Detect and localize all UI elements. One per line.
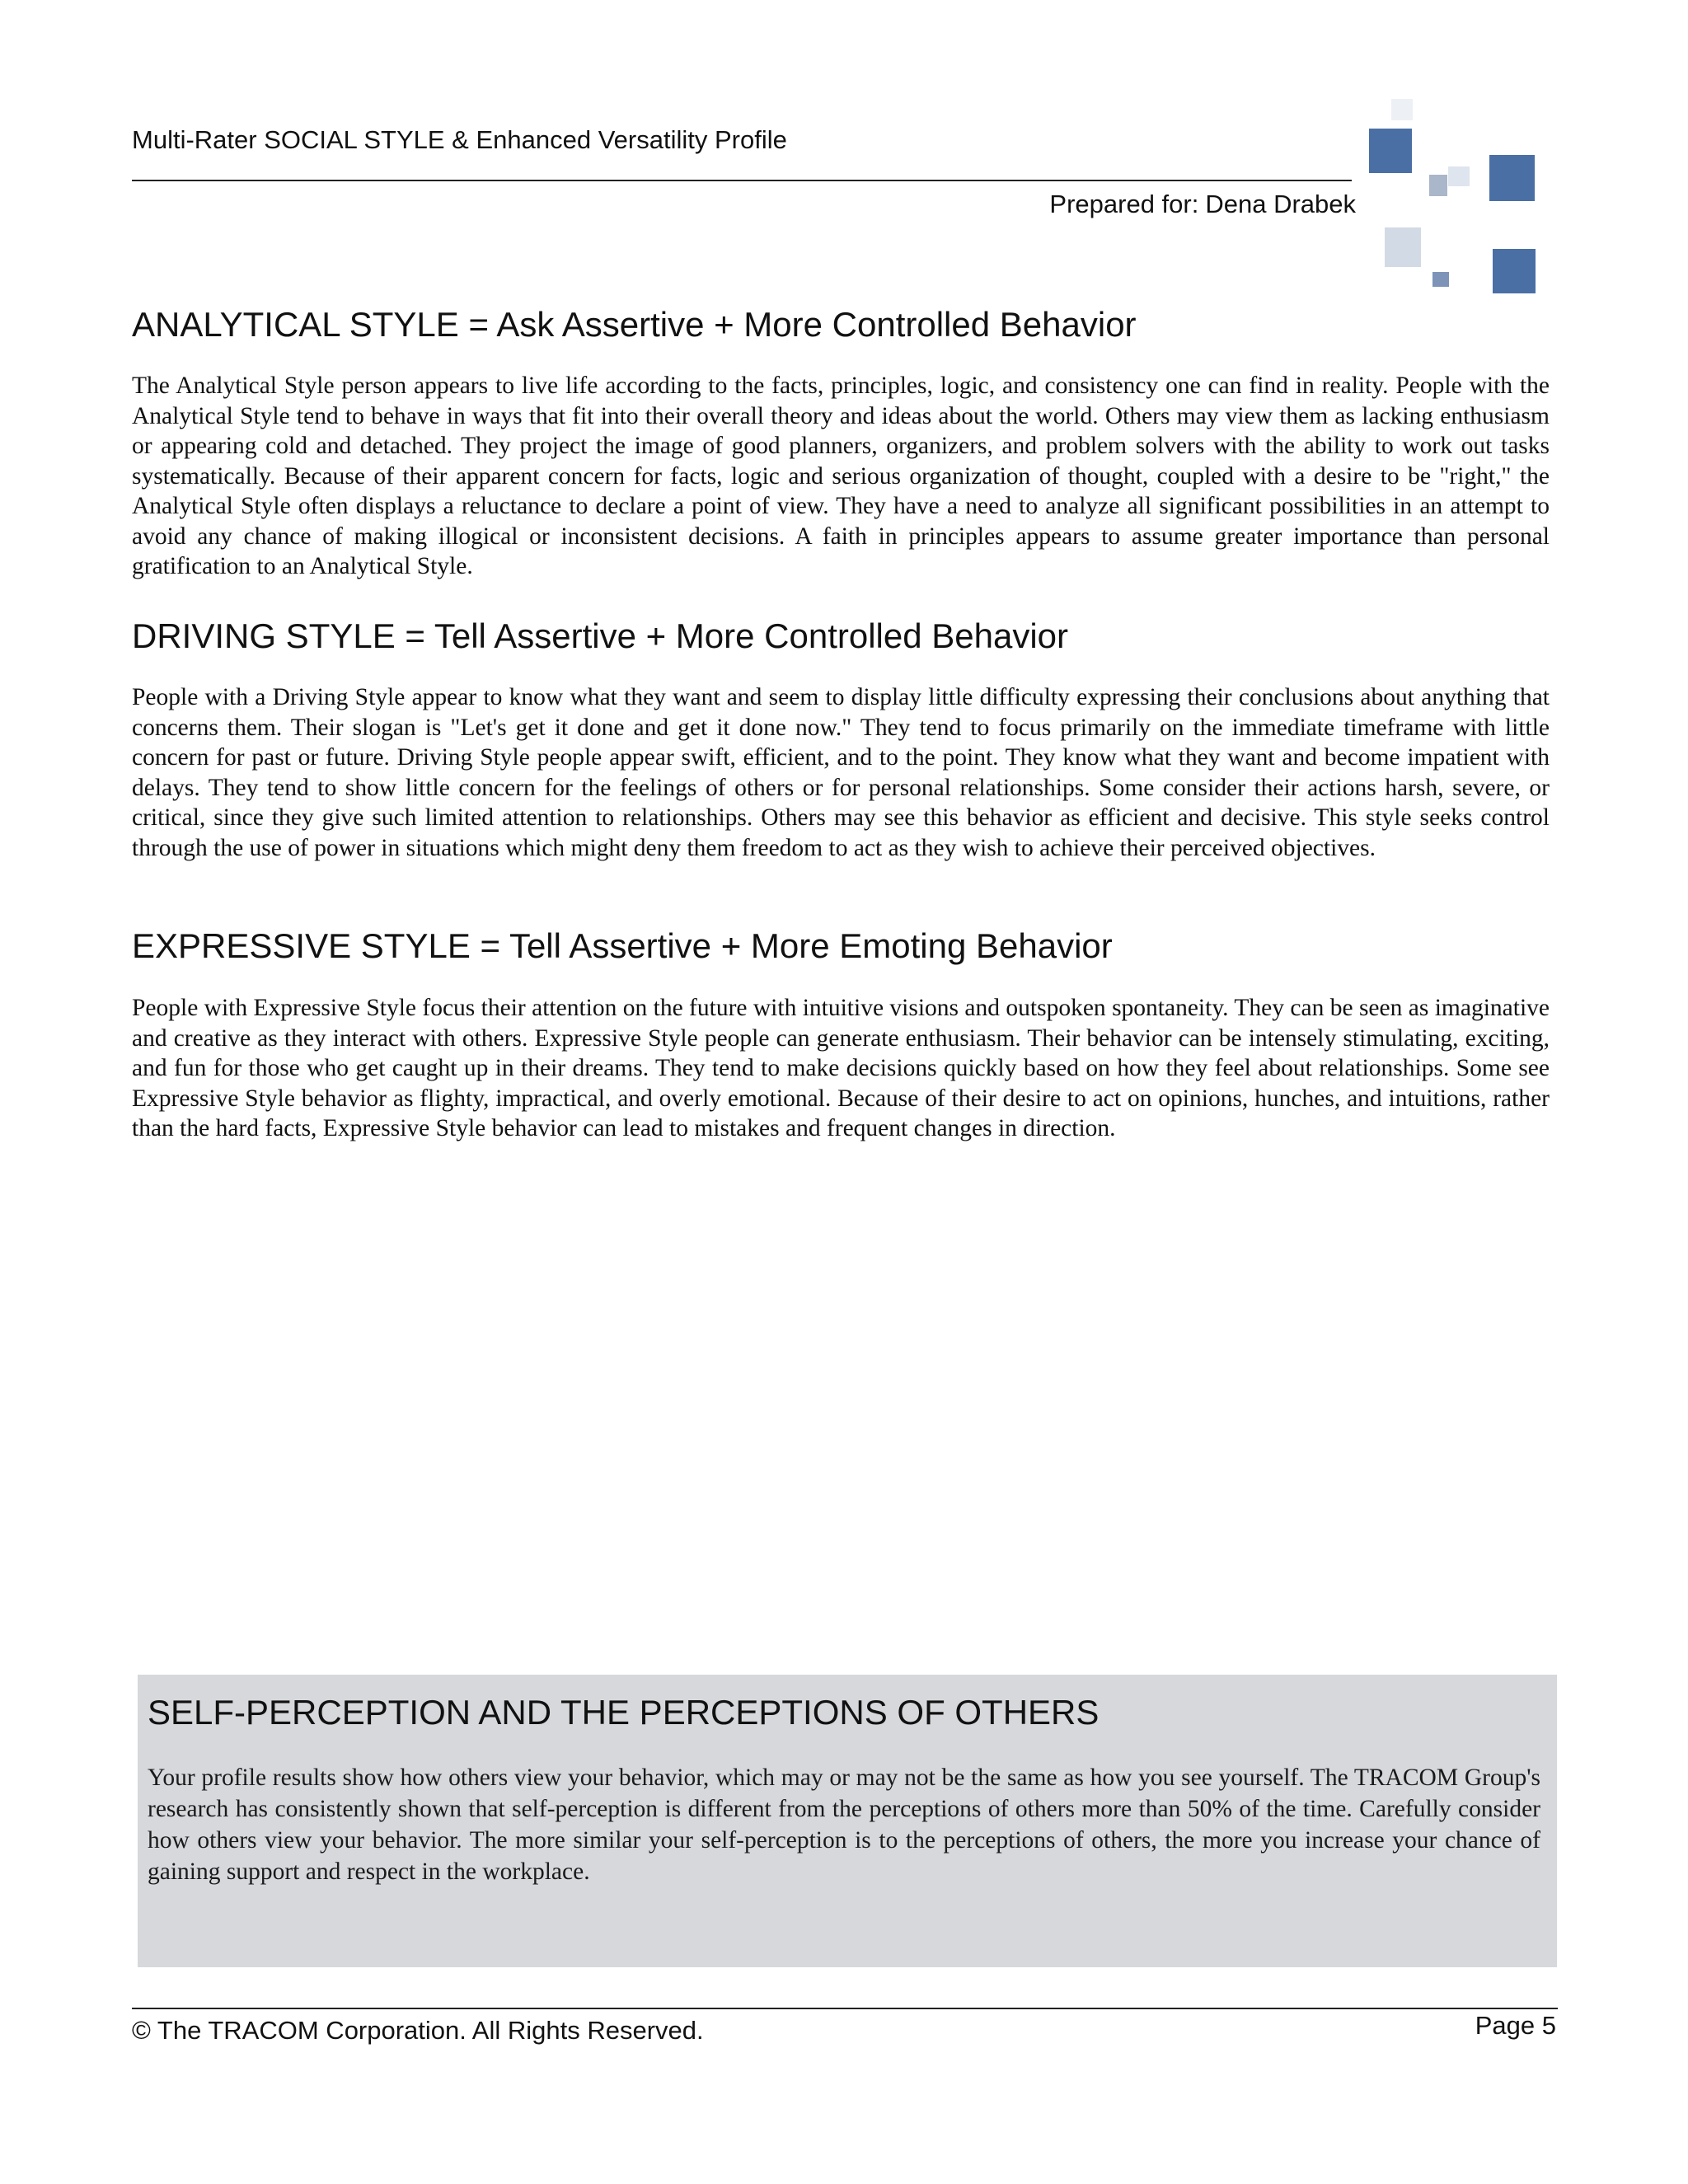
section-body-analytical: The Analytical Style person appears to live life according to the facts, principles, logic, and consistency one can find in reality. People with the Analytical Style tend to behave in ways that fit into their overall theory and ideas about the world. Others may view them as lacking enthusiasm or appearing cold and detached. They project the image of good planners, organizers, and problem solvers with the ability to work out tasks systematically. Because of their apparent concern for facts, logic and serious organization of thought, coupled with a desire to be "right," the Analytical Style often displays a reluctance to declare a point of view. They have a need to analyze all significant possibilities in an attempt to avoid any chance of making illogical or inconsistent decisions. A faith in principles appears to assume greater importance than personal gratification to an Analytical Style. bbox=[132, 373, 1550, 579]
logo-square bbox=[1448, 166, 1470, 186]
section-body-expressive: People with Expressive Style focus their attention on the future with intuitive visions and outspoken spontaneity. They can be seen as imaginative and creative as they interact with others. Expressive Style people can generate enthusiasm. Their behavior can be intensely stimulating, exciting, and fun for those who get caught up in their dreams. They tend to make decisions quickly based on how they feel about relationships. Some see Expressive Style behavior as flighty, impractical, and overly emotional. Because of their desire to act on opinions, hunches, and intuitions, rather than the hard facts, Expressive Style behavior can lead to mistakes and frequent changes in direction. bbox=[132, 995, 1550, 1141]
logo-square bbox=[1429, 175, 1447, 196]
prepared-for-line bbox=[1047, 190, 1356, 219]
logo-square bbox=[1432, 272, 1449, 287]
logo-square bbox=[1493, 249, 1536, 293]
logo-square bbox=[1391, 99, 1413, 120]
logo-squares-icon bbox=[1352, 99, 1550, 313]
footer-divider bbox=[132, 2008, 1558, 2009]
page-number: Page 5 bbox=[1475, 2011, 1556, 2040]
logo-square bbox=[1369, 129, 1412, 173]
copyright-notice: © The TRACOM Corporation. All Rights Reserved. bbox=[132, 2016, 704, 2045]
header-divider bbox=[132, 180, 1352, 181]
section-heading-driving: DRIVING STYLE = Tell Assertive + More Controlled Behavior bbox=[132, 616, 1069, 655]
section-body-driving: People with a Driving Style appear to know what they want and seem to display little difficulty expressing their conclusions about anything that concerns them. Their slogan is "Let's get it done and get it done now." They tend to focus primarily on the immediate timeframe with little concern for past or future. Driving Style people appear swift, efficient, and to the point. They know what they want and become impatient with delays. They tend to show little concern for the feelings of others or for personal relationships. Some consider their actions harsh, severe, or critical, since they give such limited attention to relationships. Others may see this behavior as efficient and decisive. This style seeks control through the use of power in situations which might deny them freedom to act as they wish to achieve their perceived objectives. bbox=[132, 684, 1550, 861]
callout-title: SELF-PERCEPTION AND THE PERCEPTIONS OF OTHERS bbox=[148, 1693, 1100, 1732]
prepared-for-name: Dena Drabek bbox=[1205, 190, 1356, 218]
section-heading-analytical: ANALYTICAL STYLE = Ask Assertive + More Controlled Behavior bbox=[132, 305, 1137, 344]
prepared-for-label: Prepared for: bbox=[1049, 190, 1199, 218]
logo-square bbox=[1385, 227, 1421, 267]
self-perception-callout bbox=[138, 1675, 1557, 1967]
logo-square bbox=[1489, 155, 1535, 201]
document-title: Multi-Rater SOCIAL STYLE & Enhanced Versatility Profile bbox=[132, 125, 787, 154]
callout-body: Your profile results show how others view your behavior, which may or may not be the same as how you see yourself. The TRACOM Group's research has consistently shown that self-perception is different from the perceptions of others more than 50% of the time. Carefully consider how others view your behavior. The more similar your self-perception is to the perceptions of others, the more you increase your chance of gaining support and respect in the workplace. bbox=[148, 1765, 1540, 1885]
section-heading-expressive: EXPRESSIVE STYLE = Tell Assertive + More Emoting Behavior bbox=[132, 926, 1113, 965]
